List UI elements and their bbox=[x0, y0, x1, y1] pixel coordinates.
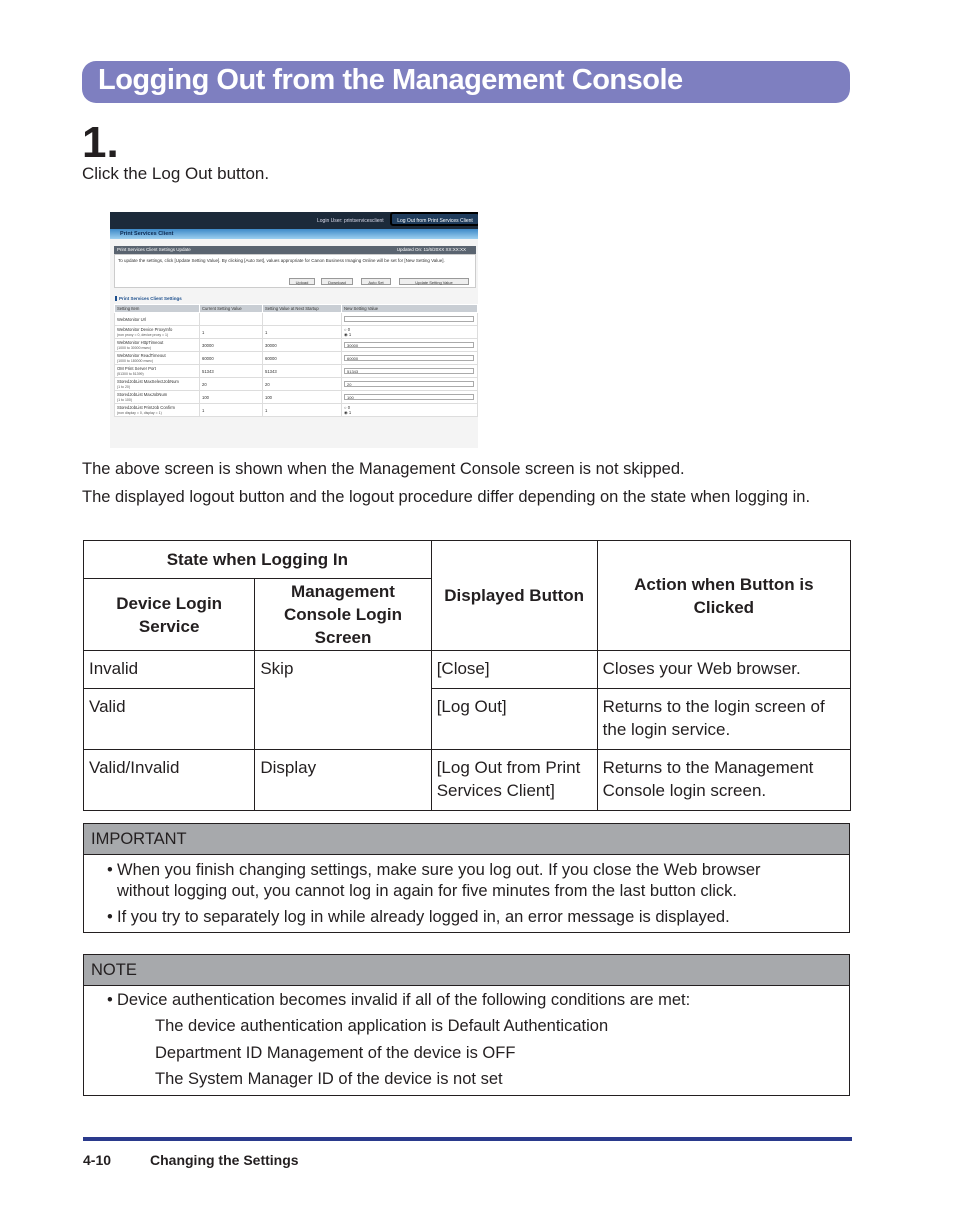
table-row: StoredJobList MaxSelectJobNum (1 to 20) 20 20 20 bbox=[115, 378, 478, 391]
panel-title: Print Services Client Settings Update bbox=[117, 247, 191, 252]
paragraph-2: The displayed logout button and the logout procedure differ depending on the state when logging in. bbox=[82, 488, 811, 506]
table-row: StoredJobList PrintJob Confirm (non display = 0, display = 1) 1 1 ○ 0 ◉ 1 bbox=[115, 404, 478, 417]
radio-option[interactable]: ○ 0 bbox=[344, 405, 351, 410]
download-button[interactable]: Download bbox=[321, 278, 353, 285]
console-screenshot bbox=[110, 212, 478, 448]
col-current: Current Setting Value bbox=[200, 305, 263, 313]
panel-header bbox=[114, 246, 476, 254]
note-condition: The System Manager ID of the device is not set bbox=[155, 1070, 503, 1088]
new-value-input[interactable]: 51343 bbox=[344, 368, 474, 374]
col-new: New Setting Value bbox=[342, 305, 478, 313]
col-setting-item: Setting Item bbox=[115, 305, 200, 313]
table-row: Valid/Invalid Display [Log Out from Print Services Client] Returns to the Management Console login screen. bbox=[84, 750, 851, 811]
important-label: IMPORTANT bbox=[84, 824, 849, 855]
radio-option[interactable]: ○ 0 bbox=[344, 327, 351, 332]
settings-table bbox=[114, 304, 478, 417]
title-bar bbox=[82, 61, 850, 103]
note-condition: The device authentication application is Default Authentication bbox=[155, 1017, 609, 1035]
auto-set-button[interactable]: Auto Set bbox=[361, 278, 391, 285]
col-next: Setting Value at Next Startup bbox=[263, 305, 342, 313]
chapter-title: Changing the Settings bbox=[150, 1152, 299, 1168]
page-title: Logging Out from the Management Console bbox=[98, 64, 683, 96]
table-row: StoredJobList MaxJobNum (1 to 100) 100 100 100 bbox=[115, 391, 478, 404]
page-number: 4-10 bbox=[83, 1152, 112, 1168]
update-setting-value-button[interactable]: Update Setting Value bbox=[399, 278, 469, 285]
header-console-login: Management Console Login Screen bbox=[255, 579, 431, 651]
important-item: • If you try to separately log in while already logged in, an error message is displayed. bbox=[84, 907, 849, 928]
new-value-input[interactable]: 60000 bbox=[344, 355, 474, 361]
upload-button[interactable]: Upload bbox=[289, 278, 315, 285]
new-value-input[interactable]: 30000 bbox=[344, 342, 474, 348]
table-row: Valid [Log Out] Returns to the login screen of the login service. bbox=[84, 689, 851, 750]
table-row: WebMonitor ReadTimeout (1000 to 180000 msec) 60000 60000 60000 bbox=[115, 352, 478, 365]
important-box bbox=[83, 823, 850, 933]
screenshot-top-bar bbox=[110, 212, 478, 229]
header-state: State when Logging In bbox=[84, 541, 432, 579]
panel-body bbox=[114, 254, 476, 288]
table-row: Invalid Skip [Close] Closes your Web browser. bbox=[84, 651, 851, 689]
note-box bbox=[83, 954, 850, 1096]
note-condition: Department ID Management of the device is OFF bbox=[155, 1043, 516, 1062]
important-item: • When you finish changing settings, make sure you log out. If you close the Web browser without logging out, you cannot log in again for five minutes from the last button click. bbox=[84, 860, 849, 902]
updated-on: Updated On: 11/6/20XX XX:XX:XX bbox=[396, 247, 466, 252]
logout-table bbox=[83, 540, 851, 811]
app-title: Print Services Client bbox=[110, 229, 478, 239]
header-button: Displayed Button bbox=[431, 541, 597, 651]
step-text: Click the Log Out button. bbox=[82, 164, 270, 183]
table-row: WebMonitor HttpTimeout (1000 to 30000 msec) 30000 30000 30000 bbox=[115, 339, 478, 352]
header-action: Action when Button is Clicked bbox=[597, 541, 850, 651]
radio-option[interactable]: ◉ 1 bbox=[344, 332, 352, 337]
new-value-input[interactable]: 20 bbox=[344, 381, 474, 387]
table-row: WebMonitor Device ProxyInfo (non proxy = 0, device proxy = 1) 1 1 ○ 0 ◉ 1 bbox=[115, 326, 478, 339]
step-number: 1. bbox=[82, 118, 119, 167]
table-row: OM Print Server Port (51300 to 51399) 51343 51343 51343 bbox=[115, 365, 478, 378]
setting-item: WebMonitor Url bbox=[115, 313, 200, 326]
header-device-login: Device Login Service bbox=[84, 579, 255, 651]
login-user-label: Login User: printservicesclient bbox=[317, 218, 384, 224]
note-item: • Device authentication becomes invalid if all of the following conditions are met: bbox=[84, 990, 849, 1011]
footer-rule bbox=[83, 1137, 852, 1141]
new-value-input[interactable]: 100 bbox=[344, 394, 474, 400]
section-title: Print Services Client Settings bbox=[115, 296, 182, 301]
table-row bbox=[115, 313, 478, 326]
note-label: NOTE bbox=[84, 955, 849, 986]
paragraph-1: The above screen is shown when the Management Console screen is not skipped. bbox=[82, 460, 685, 478]
logout-button[interactable]: Log Out from Print Services Client bbox=[390, 212, 478, 226]
new-value-input[interactable] bbox=[344, 316, 474, 322]
radio-option[interactable]: ◉ 1 bbox=[344, 410, 352, 415]
instructions: To update the settings, click [Update Setting Value]. By clicking [Auto Set], values appropriate for Canon Business Imaging Online will be set for [New Setting Value]. bbox=[118, 258, 445, 263]
